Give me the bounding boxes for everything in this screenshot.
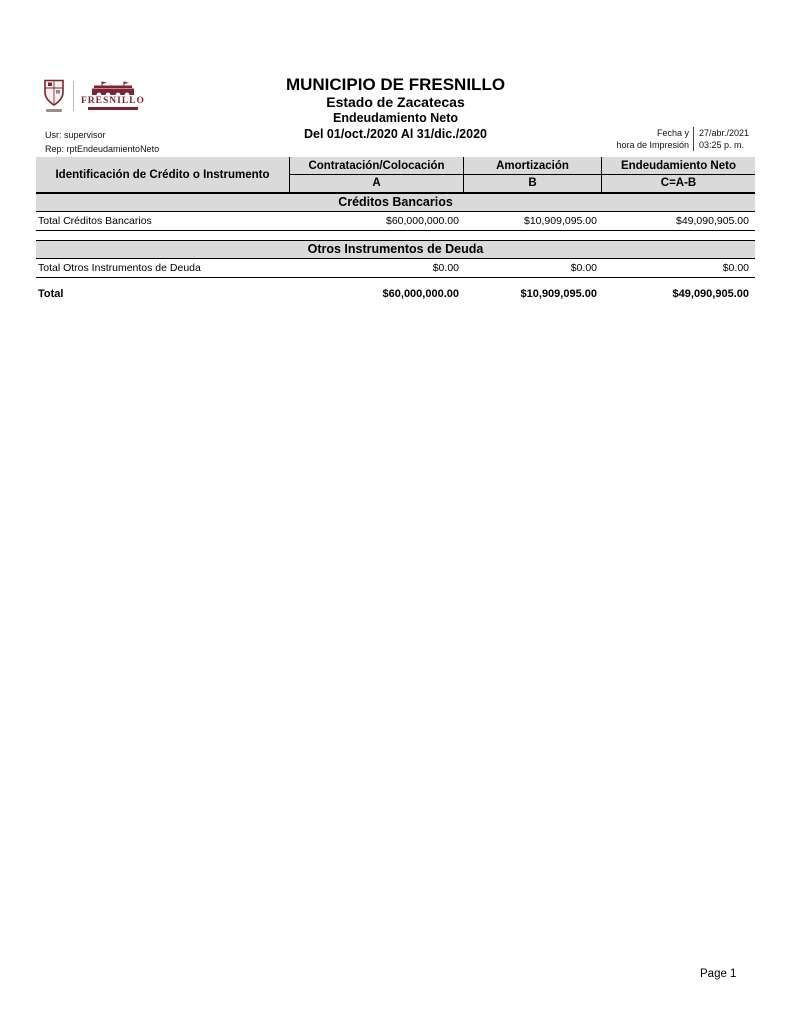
- total-value-a: $60,000,000.00: [382, 288, 459, 300]
- section-otros-instrumentos: [36, 240, 755, 278]
- page-number: Page 1: [700, 968, 737, 980]
- report-name: Endeudamiento Neto: [332, 111, 458, 125]
- column-letter-b: B: [528, 177, 537, 189]
- column-header-endeudamiento: Endeudamiento Neto C=A-B: [602, 157, 755, 192]
- row-value-c: $0.00: [722, 262, 749, 274]
- column-header-identificacion: Identificación de Crédito o Instrumento: [36, 157, 290, 192]
- total-value-b: $10,909,095.00: [520, 288, 597, 300]
- report-meta-left: [45, 128, 159, 156]
- logo-wordmark: FRESNILLO: [81, 96, 145, 106]
- column-header-contratacion: Contratación/Colocación A: [290, 157, 464, 192]
- row-value-c: $49,090,905.00: [676, 215, 749, 227]
- table-header-row: [36, 157, 755, 194]
- column-letter-a: A: [372, 177, 381, 189]
- report-id-label: Rep: rptEndeudamientoNeto: [45, 144, 160, 154]
- print-datetime: [598, 127, 756, 151]
- state-subtitle: Estado de Zacatecas: [326, 94, 465, 110]
- page-title: MUNICIPIO DE FRESNILLO: [285, 75, 506, 94]
- report-period: Del 01/oct./2020 Al 31/dic./2020: [304, 127, 487, 141]
- endeudamiento-neto-table: [36, 157, 755, 302]
- print-datetime-label: Fecha y hora de Impresión: [598, 127, 694, 151]
- print-datetime-values: [694, 127, 756, 151]
- section-title: Créditos Bancarios: [36, 194, 755, 212]
- total-value-c: $49,090,905.00: [672, 288, 749, 300]
- total-label: Total: [38, 288, 64, 300]
- table-row: [36, 259, 755, 278]
- table-row: [36, 212, 755, 231]
- row-label: Total Otros Instrumentos de Deuda: [38, 262, 201, 274]
- row-value-a: $0.00: [432, 262, 459, 274]
- row-value-a: $60,000,000.00: [386, 215, 459, 227]
- column-letter-c: C=A-B: [660, 177, 697, 189]
- grand-total-row: [36, 286, 755, 302]
- print-date: 27/abr./2021: [699, 128, 750, 138]
- column-header-amortizacion: Amortización B: [464, 157, 602, 192]
- print-time: 03:25 p. m.: [699, 140, 745, 150]
- row-value-b: $0.00: [570, 262, 597, 274]
- user-label: Usr: supervisor: [45, 130, 106, 140]
- section-creditos-bancarios: [36, 194, 755, 231]
- row-value-b: $10,909,095.00: [524, 215, 597, 227]
- row-label: Total Créditos Bancarios: [38, 215, 152, 227]
- section-title: Otros Instrumentos de Deuda: [36, 241, 755, 259]
